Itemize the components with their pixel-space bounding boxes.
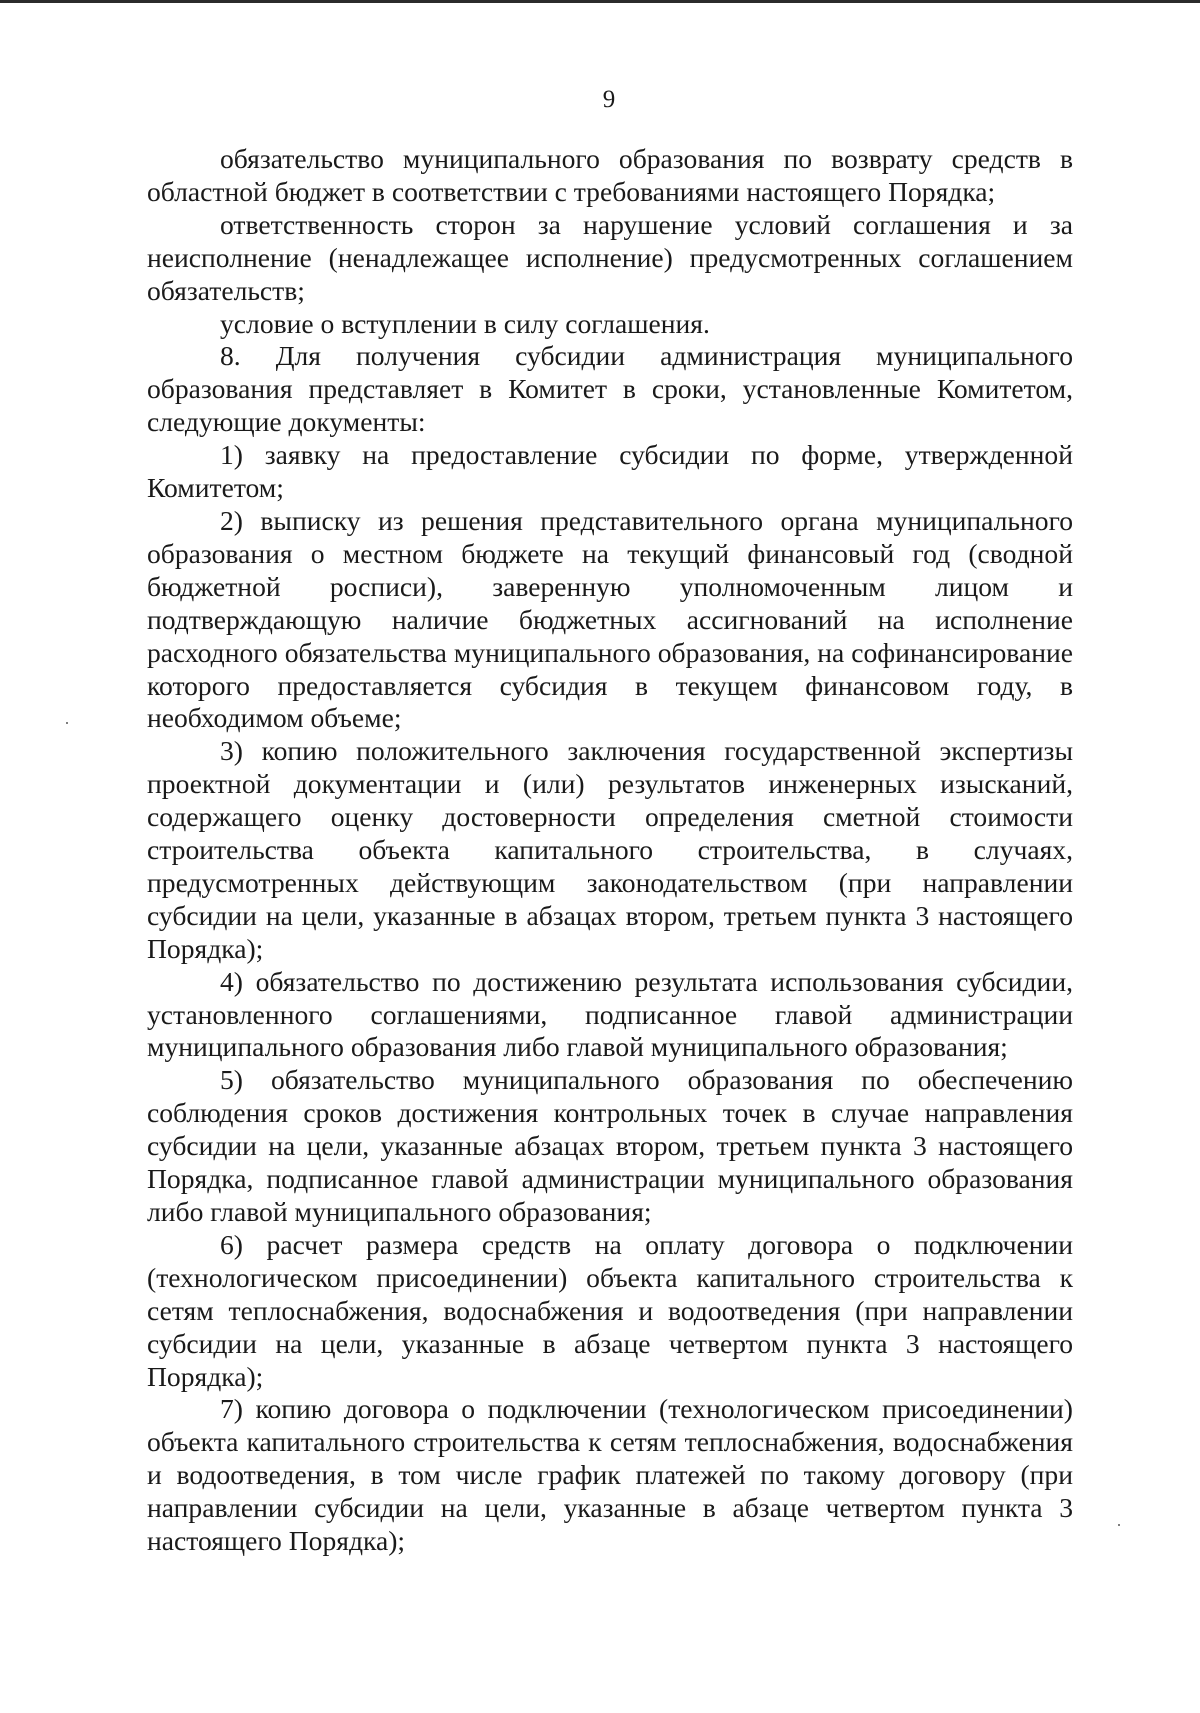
paragraph-subitem-7: 7) копию договора о подключении (технологическом присоединении) объекта капитального строительства к сетям теплоснабжения, водоснабжения и водоотведения, в том числе график платежей по такому договору (при направлении субсидии на цели, указанные в абзаце четвертом пункта 3 настоящего Порядка); [147, 1393, 1073, 1557]
paragraph-subitem-2: 2) выписку из решения представительного органа муниципального образования о местном бюджете на текущий финансовый год (сводной бюджетной росписи), заверенную уполномоченным лицом и подтверждающую наличие бюджетных ассигнований на исполнение расходного обязательства муниципального образования, на софинансирование которого предоставляется субсидия в текущем финансовом году, в необходимом объеме; [147, 504, 1073, 734]
scan-speck [1118, 1524, 1120, 1526]
scan-top-edge [0, 0, 1200, 3]
paragraph-entry-into-force: условие о вступлении в силу соглашения. [220, 307, 710, 339]
page-number: 9 [602, 86, 616, 113]
paragraph-subitem-1: 1) заявку на предоставление субсидии по форме, утвержденной Комитетом; [147, 439, 1073, 504]
scan-speck [66, 722, 68, 724]
document-body [147, 143, 1073, 1558]
paragraph-item-8: 8. Для получения субсидии администрация муниципального образования представляет в Комитет в сроки, установленные Комитетом, следующие документы: [147, 340, 1073, 438]
paragraph-subitem-6: 6) расчет размера средств на оплату договора о подключении (технологическом присоединении) объекта капитального строительства к сетям теплоснабжения, водоснабжения и водоотведения (при направлении субсидии на цели, указанные в абзаце четвертом пункта 3 настоящего Порядка); [147, 1228, 1073, 1392]
paragraph-subitem-4: 4) обязательство по достижению результата использования субсидии, установленного соглашениями, подписанное главой администрации муниципального образования либо главой муниципального образования; [147, 965, 1073, 1063]
paragraph-liability: ответственность сторон за нарушение условий соглашения и за неисполнение (ненадлежащее исполнение) предусмотренных соглашением обязательств; [147, 208, 1073, 306]
paragraph-subitem-3: 3) копию положительного заключения государственной экспертизы проектной документации и (или) результатов инженерных изысканий, содержащего оценку достоверности определения сметной стоимости строительства объекта капитального строительства, в случаях, предусмотренных действующим законодательством (при направлении субсидии на цели, указанные в абзацах втором, третьем пункта 3 настоящего Порядка); [147, 735, 1073, 964]
paragraph-return-obligation: обязательство муниципального образования по возврату средств в областной бюджет в соответствии с требованиями настоящего Порядка; [147, 143, 1073, 207]
paragraph-subitem-5: 5) обязательство муниципального образования по обеспечению соблюдения сроков достижения контрольных точек в случае направления субсидии на цели, указанные абзацах втором, третьем пункта 3 настоящего Порядка, подписанное главой администрации муниципального образования либо главой муниципального образования; [147, 1064, 1073, 1227]
